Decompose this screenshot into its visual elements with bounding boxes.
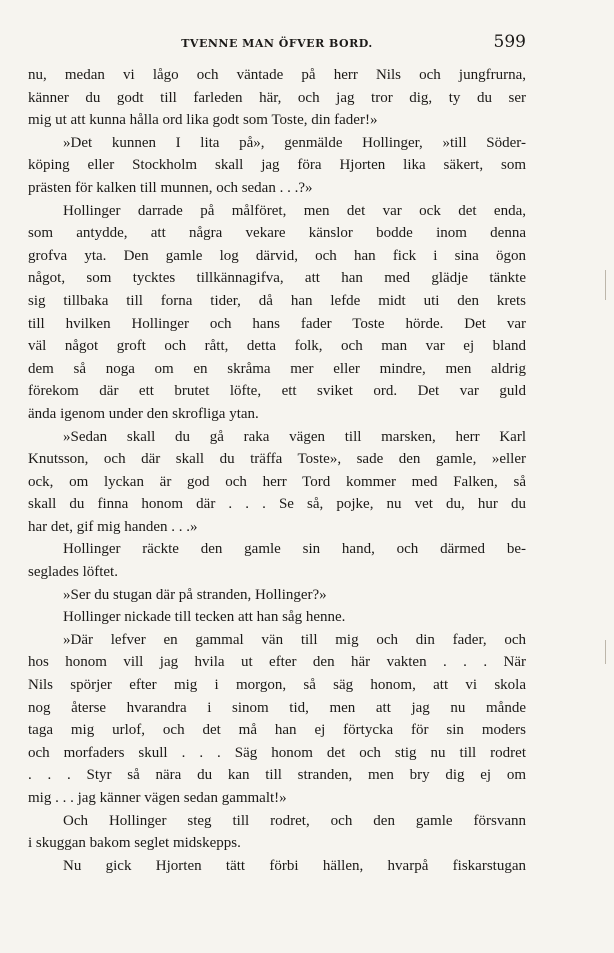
text-line: som antydde, att några vekare känslor bodde inom denna [28,225,526,242]
text-line: nu, medan vi lågo och väntade på herr Nils och jungfrurna, [28,67,526,83]
text-line: »Där lefver en gammal vän till mig och din fader, och [63,631,526,648]
page-edge-mark [605,270,606,300]
text-line: grofva yta. Den gamle log därvid, och han fick i sina ögon [28,247,526,264]
text-line: Och Hollinger steg till rodret, och den gamle försvann [63,812,526,829]
text-line: något, som tycktes tillkännagifva, att han med glädje tänkte [28,270,526,287]
text-line: ock, om lyckan är god och herr Tord kommer med Falken, så [28,473,526,490]
text-line: köping eller Stockholm skall jag föra Hjorten lika säkert, som [28,157,526,174]
text-line: hos honom vill jag hvila ut efter den här vakten . . . När [28,654,526,671]
text-line: Nils spörjer efter mig i morgon, så säg honom, att vi skola [28,677,526,694]
text-line: känner du godt till farleden här, och jag tror dig, ty du ser [28,89,526,106]
text-line: dem så noga om en skråma mer eller mindre, men aldrig [28,360,526,377]
text-line: Hollinger nickade till tecken att han såg henne. [63,609,346,626]
text-line: Knutsson, och där skall du träffa Toste», sade den gamle, »eller [28,451,526,468]
text-line: »Det kunnen I lita på», genmälde Hollinger, »till Söder- [63,134,526,151]
text-line: prästen för kalken till munnen, och sedan . . .?» [28,179,313,196]
text-line: . . . Styr så nära du kan till stranden, men bry dig ej om [28,767,526,784]
text-line: skall du finna honom där . . . Se så, pojke, nu vet du, hur du [28,496,526,513]
text-line: Hollinger darrade på målföret, men det var ock det enda, [63,202,526,219]
body-text [28,64,526,877]
text-line: »Sedan skall du gå raka vägen till marsken, herr Karl [63,428,526,445]
text-line: taga mig urlof, och det må han ej förtycka för sin moders [28,722,526,739]
text-line: Nu gick Hjorten tätt förbi hällen, hvarpå fiskarstugan [63,857,526,874]
text-line: Hollinger räckte den gamle sin hand, och därmed be- [63,541,526,558]
text-line: och morfaders skull . . . Säg honom det och stig nu till rodret [28,744,526,761]
text-line: seglades löftet. [28,564,118,581]
running-title: TVENNE MAN ÖFVER BORD. [181,37,373,50]
text-line: mig . . . jag känner vägen sedan gammalt!» [28,790,287,806]
text-line: väl något groft och rått, detta folk, och man var ej bland [28,338,526,355]
text-line: »Ser du stugan där på stranden, Hollinger?» [63,586,327,603]
text-line: ända igenom under den skrofliga ytan. [28,405,259,422]
text-line: har det, gif mig handen . . .» [28,518,198,535]
text-line: i skuggan bakom seglet midskepps. [28,835,241,852]
page-number: 599 [493,32,526,52]
running-head [28,32,526,54]
text-line: mig ut att kunna hålla ord lika godt som Toste, din fader!» [28,112,378,129]
text-line: förekom där ett brutet löfte, ett sviket ord. Det var guld [28,383,526,400]
text-line: till hvilken Hollinger och hans fader Toste hörde. Det var [28,315,526,332]
page-edge-mark [605,640,606,664]
text-line: sig tillbaka till forna tider, då han lefde midt uti den krets [28,292,526,309]
text-line: nog återse hvarandra i sinom tid, men att jag nu månde [28,699,526,716]
